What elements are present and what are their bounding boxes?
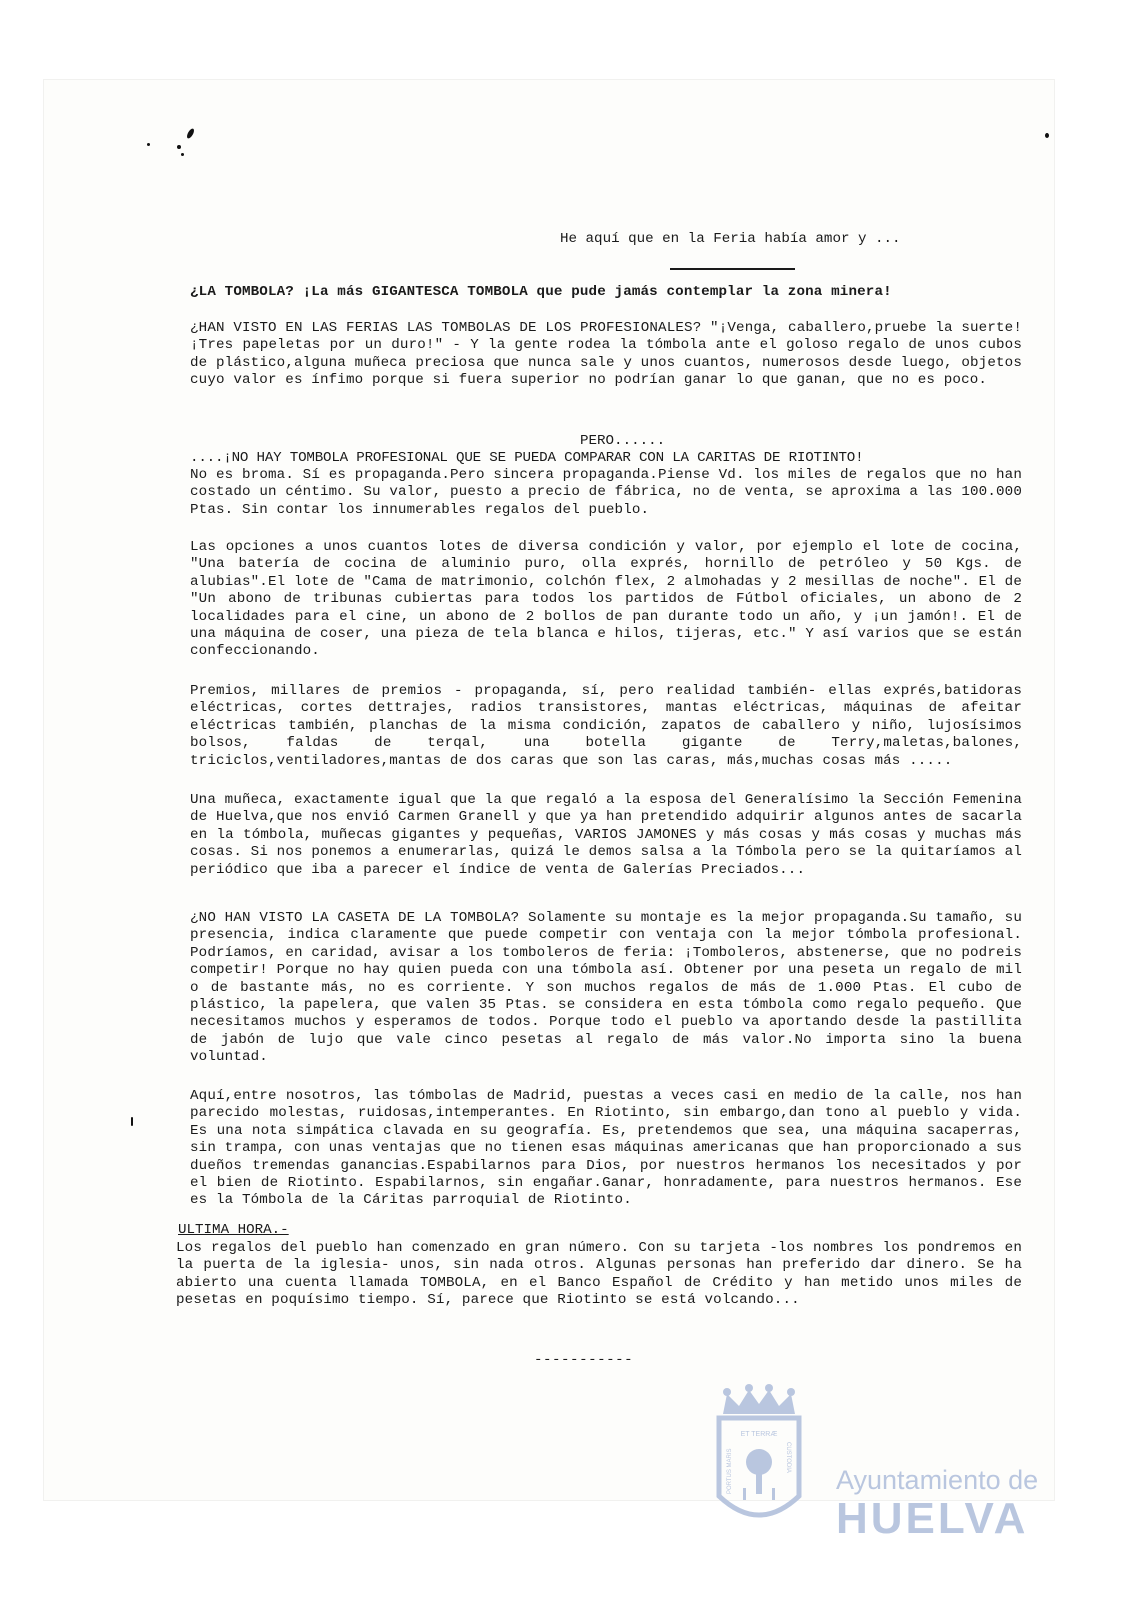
ink-speck (147, 143, 150, 146)
paragraph-9: Los regalos del pueblo han comenzado en gran número. Con su tarjeta -los nombres los pondremos en la puerta de la iglesia- unos, sin nada otros. Algunas personas han preferido dar dinero. Se ha abierto una cuenta llamada TOMBOLA, en el Banco Español de Crédito y han metido unos miles de pesetas en poquísimo tiempo. Sí, parece que Riotinto se está volcando... (176, 1240, 1022, 1309)
paragraph-7: ¿NO HAN VISTO LA CASETA DE LA TOMBOLA? Solamente su montaje es la mejor propaganda.Su tamaño, su presencia, indica claramente que puede competir con ventaja con la mejor tómbola profesional. Podríamos, en caridad, avisar a los tomboleros de feria: ¡Tomboleros, abstenerse, que no podreis competir! Porque no hay quien pueda con una tómbola así. Obtener por una peseta un regalo de mil o de bastante más, no es corriente. Y son muchos regalos de más de 1.000 Ptas. El cubo de plástico, la papelera, que valen 35 Ptas. se considera en esta tómbola como regalo pequeño. Que necesitamos muchos y esperamos de todos. Porque todo el pueblo va aportando desde la pastillita de jabón de lujo que vale cinco pesetas al regalo de más valor.No importa sino la buena voluntad. (190, 910, 1022, 1066)
paragraph-4: Las opciones a unos cuantos lotes de diversa condición y valor, por ejemplo el lote de cocina, "Una batería de cocina de aluminio puro, olla exprés, hornillo de petróleo y 50 Kgs. de alubias".El lote de "Cama de matrimonio, colchón flex, 2 almohadas y 2 mesillas de noche". El de "Un abono de tribunas cubiertas para todos los partidos de Fútbol oficiales, un abono de 2 localidades para el cine, un abono de 2 bollos de pan durante todo un año, y ¡un jamón!. El de una máquina de coser, una pieza de tela blanca e hilos, tijeras, etc." Y así varios que se están confeccionando. (190, 539, 1022, 660)
ink-speck (131, 1117, 133, 1126)
pero-line: PERO...... (580, 433, 666, 449)
paragraph-2: ¿HAN VISTO EN LAS FERIAS LAS TOMBOLAS DE LOS PROFESIONALES? "¡Venga, caballero,pruebe la suerte! ¡Tres papeletas por un duro!" - Y la gente rodea la tómbola ante el goloso regalo de unos cubos de plástico,alguna muñeca preciosa que nunca sale y unos cuantos, numerosos desde luego, objetos cuyo valor es ínfimo porque si fuera superior no podrían ganar lo que ganan, que no es poco. (190, 320, 1022, 389)
paragraph-6: Una muñeca, exactamente igual que la que regaló a la esposa del Generalísimo la Sección Femenina de Huelva,que nos envió Carmen Granell y que ya han pretendido adquirir algunos antes de sacarla en la tómbola, muñecas gigantes y pequeñas, VARIOS JAMONES y más cosas y más cosas y muchas más cosas. Si nos ponemos a enumerarlas, quizá le demos salsa a la Tómbola pero se la quitaríamos al periódico que iba a parecer el índice de venta de Galerías Preciados... (190, 792, 1022, 878)
paragraph-5: Premios, millares de premios - propaganda, sí, pero realidad también- ellas exprés,batidoras eléctricas, cortes dettrajes, radios transistores, mantas eléctricas, máquinas de afeitar eléctricas también, planchas de la misma condición, zapatos de caballero y niño, lujosísimos bolsos, faldas de terqal, una botella gigante de Terry,maletas,balones, triciclos,ventiladores,mantas de dos caras que son las caras, más,muchas cosas más ..... (190, 683, 1022, 769)
header-rule (670, 268, 795, 270)
closing-dashes: ----------- (534, 1352, 634, 1368)
watermark-line-1: Ayuntamiento de (836, 1465, 1039, 1495)
ink-speck (1045, 133, 1049, 138)
ink-speck (177, 145, 181, 149)
paragraph-1: ¿LA TOMBOLA? ¡La más GIGANTESCA TOMBOLA que pude jamás contemplar la zona minera! (190, 284, 892, 300)
shield-top-text: ET TERRÆ (740, 1431, 778, 1438)
ultima-hora-label: ULTIMA HORA.- (178, 1222, 289, 1238)
paragraph-3: No es broma. Sí es propaganda.Pero sincera propaganda.Piense Vd. los miles de regalos que no han costado un céntimo. Su valor, puesto a precio de fábrica, no de venta, se aproxima a las 100.000 Ptas. Sin contar los innumerables regalos del pueblo. (190, 467, 1022, 518)
huelva-shield-icon (705, 1384, 813, 1528)
paragraph-3-heading: ....¡NO HAY TOMBOLA PROFESIONAL QUE SE PUEDA COMPARAR CON LA CARITAS DE RIOTINTO! (190, 450, 864, 466)
watermark-line-2: HUELVA (836, 1494, 1029, 1543)
ink-speck (181, 153, 184, 156)
shield-right-text: CUSTODIA (785, 1442, 791, 1473)
document-header: He aquí que en la Feria había amor y ... (560, 231, 901, 247)
paragraph-8: Aquí,entre nosotros, las tómbolas de Madrid, puestas a veces casi en medio de la calle, nos han parecido molestas, ruidosas,intemperantes. En Riotinto, sin embargo,dan tono al pueblo y vida. Es una nota simpática clavada en su geografía. Es, pretendemos que sea, una máquina sacaperras, sin trampa, con unas ventajas que no tienen esas máquinas americanas que han proporcionado a sus dueños tremendas ganancias.Espabilarnos para Dios, por nuestros hermanos los necesitados y por el bien de Riotinto. Espabilarnos, sin engañar.Ganar, honradamente, para nuestros hermanos. Ese es la Tómbola de la Cáritas parroquial de Riotinto. (190, 1088, 1022, 1209)
shield-left-text: PORTUS MARIS (727, 1448, 733, 1494)
